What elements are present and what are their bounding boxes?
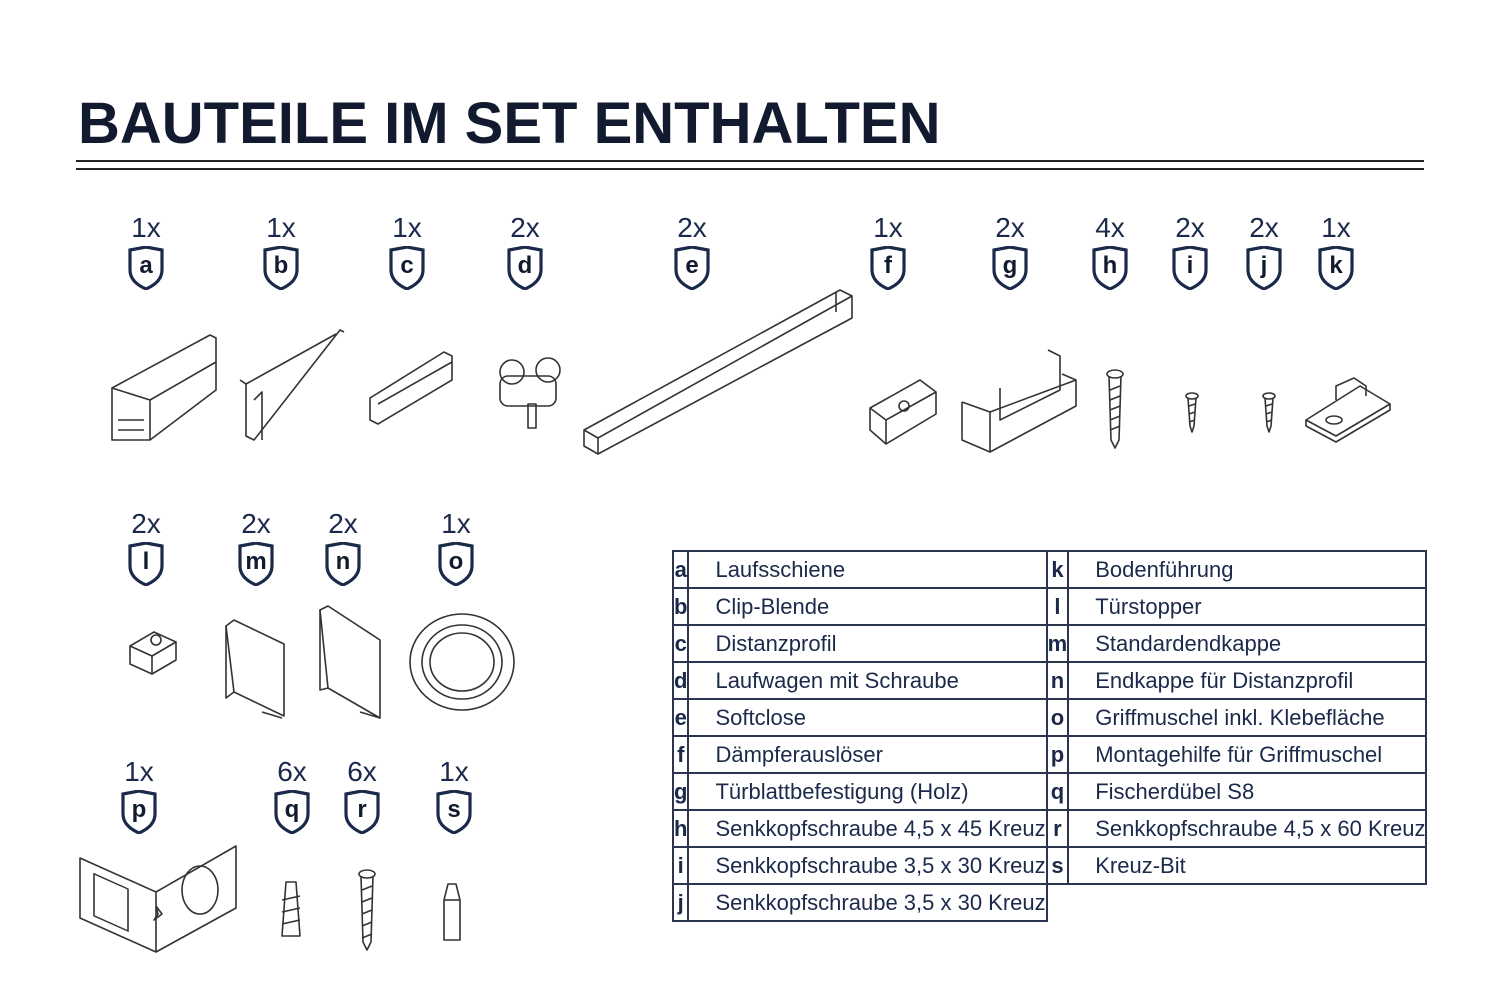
legend-label: Laufsschiene [688,551,1046,588]
part-g [970,212,1050,290]
part-letter: n [335,548,351,575]
drawing-p-template [80,846,236,952]
part-quantity: 1x [873,212,903,243]
part-a [106,212,186,290]
drawing-h-screw [1107,370,1123,448]
part-quantity: 1x [392,212,422,243]
shield-icon [672,246,712,290]
part-letter: m [245,548,267,575]
part-o [416,508,496,586]
part-quantity: 1x [441,508,471,539]
legend-key: h [673,810,688,847]
part-quantity: 2x [510,212,540,243]
legend-label: Endkappe für Distanzprofil [1068,662,1426,699]
legend-key: s [1047,847,1069,884]
part-letter: f [884,252,892,279]
legend-key: q [1047,773,1069,810]
part-quantity: 4x [1095,212,1125,243]
legend-row [673,736,1426,773]
part-quantity: 2x [328,508,358,539]
drawing-j-screw [1263,393,1275,432]
legend-row [673,884,1426,921]
drawing-g-bracket [962,350,1076,452]
legend-table [672,550,1427,922]
legend-label: Senkkopfschraube 3,5 x 30 Kreuz [688,847,1046,884]
part-quantity: 2x [241,508,271,539]
legend-label: Softclose [688,699,1046,736]
legend-key: b [673,588,688,625]
shield-icon [126,542,166,586]
legend-label: Türstopper [1068,588,1426,625]
part-r [322,756,402,834]
part-letter: b [273,252,289,279]
shield-icon [1170,246,1210,290]
shield-icon [387,246,427,290]
legend-key: m [1047,625,1069,662]
drawing-l-stopper [130,632,176,674]
part-h [1070,212,1150,290]
part-p [99,756,179,834]
part-c [367,212,447,290]
legend-key: n [1047,662,1069,699]
legend-key: p [1047,736,1069,773]
part-j [1224,212,1304,290]
part-b [241,212,321,290]
shield-icon [1316,246,1356,290]
drawing-s-bit [444,884,460,940]
shield-icon [868,246,908,290]
shield-icon [272,790,312,834]
part-d [485,212,565,290]
legend-key: r [1047,810,1069,847]
shield-icon [323,542,363,586]
shield-icon [236,542,276,586]
shield-icon [434,790,474,834]
part-k [1296,212,1376,290]
legend-label: Clip-Blende [688,588,1046,625]
part-letter: r [357,796,367,823]
legend-label: Senkkopfschraube 3,5 x 30 Kreuz [688,884,1046,921]
part-s [414,756,494,834]
drawing-b-clip [240,330,344,440]
part-quantity: 1x [1321,212,1351,243]
parts-legend [672,550,1426,922]
drawing-d-trolley [500,358,560,428]
part-letter: e [685,252,699,279]
part-quantity: 6x [277,756,307,787]
legend-row [673,810,1426,847]
drawing-n-endcap [320,606,380,718]
shield-icon [436,542,476,586]
shield-icon [342,790,382,834]
legend-label: Griffmuschel inkl. Klebefläche [1068,699,1426,736]
legend-key: k [1047,551,1069,588]
legend-row [673,662,1426,699]
legend-key: c [673,625,688,662]
part-letter: a [139,252,153,279]
legend-label: Standardendkappe [1068,625,1426,662]
part-letter: q [284,796,300,823]
drawing-e-softclose [584,290,852,454]
legend-key: l [1047,588,1069,625]
shield-icon [505,246,545,290]
legend-label: Fischerdübel S8 [1068,773,1426,810]
drawing-c-spacer [370,352,452,424]
part-m [216,508,296,586]
part-n [303,508,383,586]
drawing-q-dowel [282,882,300,936]
part-letter: l [142,548,150,575]
part-letter: i [1186,252,1194,279]
part-letter: o [448,548,464,575]
part-quantity: 2x [1175,212,1205,243]
shield-icon [1090,246,1130,290]
legend-label: Montagehilfe für Griffmuschel [1068,736,1426,773]
legend-label: Dämpferauslöser [688,736,1046,773]
part-letter: h [1102,252,1118,279]
legend-label: Laufwagen mit Schraube [688,662,1046,699]
legend-row [673,773,1426,810]
shield-icon [119,790,159,834]
legend-label: Türblattbefestigung (Holz) [688,773,1046,810]
legend-key: i [673,847,688,884]
part-letter: p [131,796,147,823]
part-letter: j [1260,252,1268,279]
drawing-r-screw [359,870,375,950]
drawing-m-endcap [226,620,284,718]
part-quantity: 2x [1249,212,1279,243]
part-quantity: 2x [995,212,1025,243]
legend-key: o [1047,699,1069,736]
legend-label: Bodenführung [1068,551,1426,588]
legend-label: Kreuz-Bit [1068,847,1426,884]
legend-label: Distanzprofil [688,625,1046,662]
legend-key: a [673,551,688,588]
part-quantity: 2x [131,508,161,539]
part-letter: c [400,252,414,279]
page-title: BAUTEILE IM SET ENTHALTEN [78,91,941,156]
part-quantity: 1x [266,212,296,243]
part-letter: d [517,252,533,279]
legend-key: j [673,884,688,921]
legend-key: f [673,736,688,773]
part-l [106,508,186,586]
legend-row [673,699,1426,736]
legend-row [673,551,1426,588]
part-quantity: 2x [677,212,707,243]
part-i [1150,212,1230,290]
legend-key: e [673,699,688,736]
drawing-f-trigger [870,380,936,444]
part-q [252,756,332,834]
drawing-k-guide [1306,378,1390,442]
part-quantity: 1x [439,756,469,787]
part-e [652,212,732,290]
part-quantity: 1x [131,212,161,243]
drawing-o-handle [410,614,514,710]
legend-label: Senkkopfschraube 4,5 x 45 Kreuz [688,810,1046,847]
legend-row [673,625,1426,662]
part-quantity: 6x [347,756,377,787]
part-quantity: 1x [124,756,154,787]
part-letter: s [447,796,461,823]
legend-key: g [673,773,688,810]
part-letter: k [1329,252,1343,279]
part-letter: g [1002,252,1018,279]
drawing-a-rail [112,335,216,440]
legend-row [673,588,1426,625]
legend-key: d [673,662,688,699]
shield-icon [990,246,1030,290]
title-divider [76,160,1424,170]
part-f [848,212,928,290]
drawing-i-screw [1186,393,1198,432]
shield-icon [126,246,166,290]
shield-icon [261,246,301,290]
legend-label: Senkkopfschraube 4,5 x 60 Kreuz [1068,810,1426,847]
legend-row [673,847,1426,884]
shield-icon [1244,246,1284,290]
